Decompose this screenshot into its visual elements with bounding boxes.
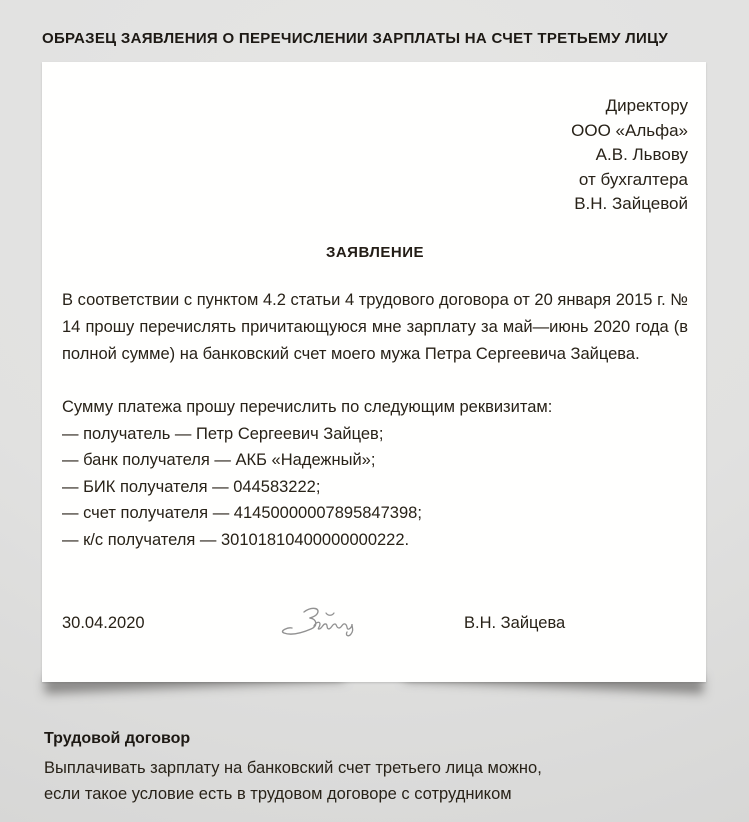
signature-row (62, 603, 688, 645)
signer-name: В.Н. Зайцева (464, 614, 566, 633)
requisite-recipient: — получатель — Петр Сергеевич Зайцев; (62, 424, 384, 443)
addressee-line: ООО «Альфа» (571, 120, 688, 140)
footnote-line: Выплачивать зарплату на банковский счет третьего лица можно, (44, 759, 542, 777)
document-heading: ЗАЯВЛЕНИЕ (325, 243, 425, 261)
addressee-line: Директору (605, 96, 688, 115)
requisites-list (62, 421, 688, 554)
document-date: 30.04.2020 (62, 614, 145, 633)
requisite-account: — счет получателя — 41450000007895847398; (62, 504, 422, 523)
handwritten-signature-icon (274, 603, 360, 646)
requisite-corr-account: — к/с получателя — 30101810400000000222. (62, 530, 410, 549)
addressee-line: А.В. Львову (595, 145, 688, 164)
footnote-line: если такое условие есть в трудовом договоре с сотрудником (44, 785, 512, 803)
footnote-title: Трудовой договор (44, 730, 191, 747)
addressee-line: В.Н. Зайцевой (574, 194, 688, 213)
addressee-block (62, 94, 688, 217)
requisite-bik: — БИК получателя — 044583222; (62, 477, 321, 496)
addressee-line: от бухгалтера (578, 169, 688, 189)
footnote-block (44, 730, 542, 807)
body-paragraph: В соответствии с пунктом 4.2 статьи 4 трудового договора от 20 января 2015 г. № 14 прошу перечислять причитающуюся мне зарплату за май—июнь 2020 года (в полной сумме) на банковский счет моего мужа Петра Сергеевича Зайцева. (62, 290, 688, 363)
page-title: ОБРАЗЕЦ ЗАЯВЛЕНИЯ О ПЕРЕЧИСЛЕНИИ ЗАРПЛАТЫ НА СЧЕТ ТРЕТЬЕМУ ЛИЦУ (42, 30, 668, 47)
requisites-intro: Сумму платежа прошу перечислить по следующим реквизитам: (62, 397, 553, 416)
requisite-bank: — банк получателя — АКБ «Надежный»; (62, 451, 376, 470)
document-sheet (42, 62, 706, 682)
